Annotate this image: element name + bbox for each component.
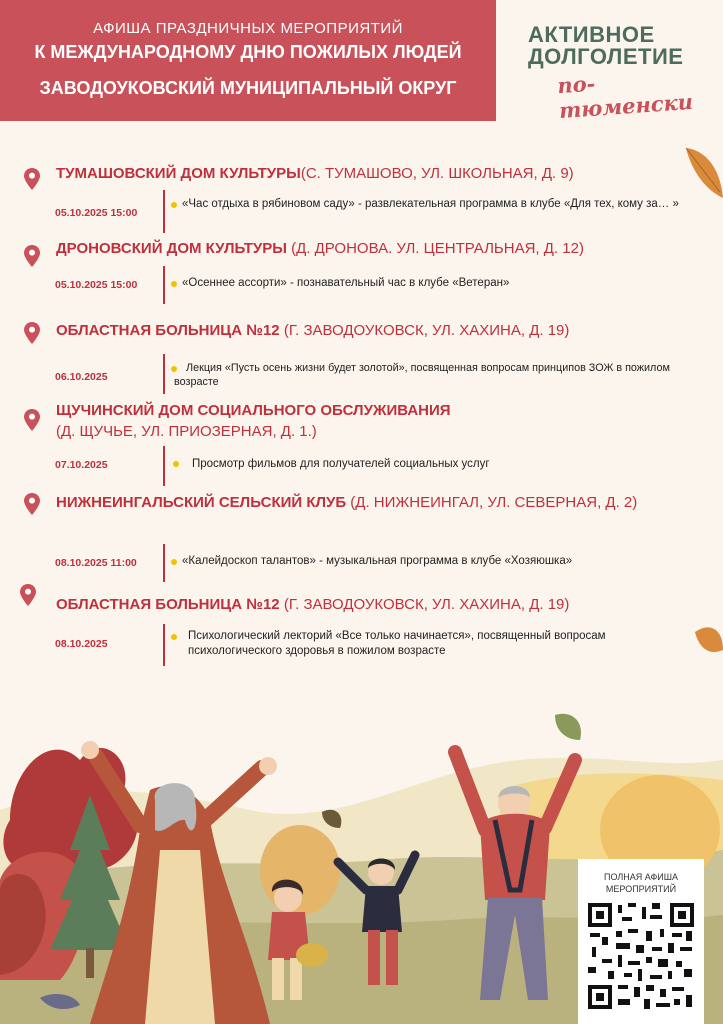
event-venue — [56, 320, 686, 341]
logo-line-2: ДОЛГОЛЕТИЕ — [528, 44, 684, 69]
venue-address: (Г. ЗАВОДОУКОВСК, УЛ. ХАХИНА, Д. 19) — [279, 322, 570, 339]
qr-code-panel — [578, 859, 704, 1024]
event-venue — [56, 594, 686, 615]
location-pin-icon — [24, 493, 40, 515]
venue-address: (Д. НИЖНЕИНГАЛ, УЛ. СЕВЕРНАЯ, Д. 2) — [346, 494, 638, 511]
venue-name: НИЖНЕИНГАЛЬСКИЙ СЕЛЬСКИЙ КЛУБ — [56, 494, 347, 511]
header-line-3: ЗАВОДОУКОВСКИЙ МУНИЦИПАЛЬНЫЙ ОКРУГ — [39, 78, 457, 98]
event-venue — [56, 238, 686, 259]
qr-code-icon[interactable] — [588, 903, 694, 1009]
event-date: 05.10.2025 15:00 — [55, 279, 138, 291]
event-description: «Калейдоскоп талантов» - музыкальная программа в клубе «Хозяюшка» — [182, 555, 573, 567]
event-description: Просмотр фильмов для получателей социальных услуг — [192, 458, 490, 470]
location-pin-icon — [24, 409, 40, 431]
venue-name: ЩУЧИНСКИЙ ДОМ СОЦИАЛЬНОГО ОБСЛУЖИВАНИЯ — [56, 402, 451, 419]
event-description: «Час отдыха в рябиновом саду» - развлекательная программа в клубе «Для тех, кому за… » — [182, 198, 679, 210]
header-line-2: К МЕЖДУНАРОДНОМУ ДНЮ ПОЖИЛЫХ ЛЮДЕЙ — [34, 42, 462, 62]
autumn-leaf-icon — [695, 620, 723, 660]
timeline-divider — [163, 624, 165, 666]
bullet-icon — [173, 461, 179, 467]
venue-name: ОБЛАСТНАЯ БОЛЬНИЦА №12 — [56, 322, 280, 339]
logo-line-3: по-тюменски — [556, 70, 694, 124]
event-venue — [56, 400, 496, 442]
location-pin-icon — [24, 245, 40, 267]
poster-header — [0, 0, 496, 121]
venue-address: (С. ТУМАШОВО, УЛ. ШКОЛЬНАЯ, Д. 9) — [300, 165, 574, 182]
event-date: 05.10.2025 15:00 — [55, 207, 138, 219]
active-longevity-logo — [528, 22, 708, 124]
qr-title: ПОЛНАЯ АФИША МЕРОПРИЯТИЙ — [603, 872, 679, 894]
venue-address: (Д. ЩУЧЬЕ, УЛ. ПРИОЗЕРНАЯ, Д. 1.) — [56, 423, 317, 440]
event-description: Психологический лекторий «Все только начинается», посвященный вопросам психологического здоровья в пожилом возрасте — [188, 630, 606, 657]
event-date: 06.10.2025 — [55, 371, 108, 383]
header-line-1: АФИША ПРАЗДНИЧНЫХ МЕРОПРИЯТИЙ — [93, 20, 403, 37]
timeline-divider — [163, 446, 165, 486]
logo-line-1: АКТИВНОЕ — [528, 22, 655, 47]
venue-address: (Д. ДРОНОВА. УЛ. ЦЕНТРАЛЬНАЯ, Д. 12) — [286, 240, 584, 257]
bullet-icon — [171, 634, 177, 640]
event-venue — [56, 163, 686, 184]
timeline-divider — [163, 544, 165, 582]
venue-name: ОБЛАСТНАЯ БОЛЬНИЦА №12 — [56, 596, 280, 613]
bullet-icon — [171, 281, 177, 287]
bullet-icon — [171, 559, 177, 565]
event-description: Лекция «Пусть осень жизни будет золотой», посвященная вопросам принципов ЗОЖ в пожилом возрасте — [174, 362, 670, 388]
autumn-leaf-icon — [684, 140, 723, 200]
location-pin-icon — [24, 322, 40, 344]
event-date: 08.10.2025 11:00 — [55, 557, 137, 569]
event-description: «Осеннее ассорти» - познавательный час в клубе «Ветеран» — [182, 277, 510, 289]
location-pin-icon — [20, 584, 36, 606]
venue-address: (Г. ЗАВОДОУКОВСК, УЛ. ХАХИНА, Д. 19) — [279, 596, 570, 613]
venue-name: ТУМАШОВСКИЙ ДОМ КУЛЬТУРЫ — [56, 165, 301, 182]
event-date: 08.10.2025 — [55, 638, 108, 650]
timeline-divider — [163, 266, 165, 304]
event-venue — [56, 492, 681, 513]
timeline-divider — [163, 354, 165, 394]
bullet-icon — [171, 202, 177, 208]
location-pin-icon — [24, 168, 40, 190]
event-date: 07.10.2025 — [55, 459, 108, 471]
timeline-divider — [163, 190, 165, 233]
venue-name: ДРОНОВСКИЙ ДОМ КУЛЬТУРЫ — [56, 240, 287, 257]
